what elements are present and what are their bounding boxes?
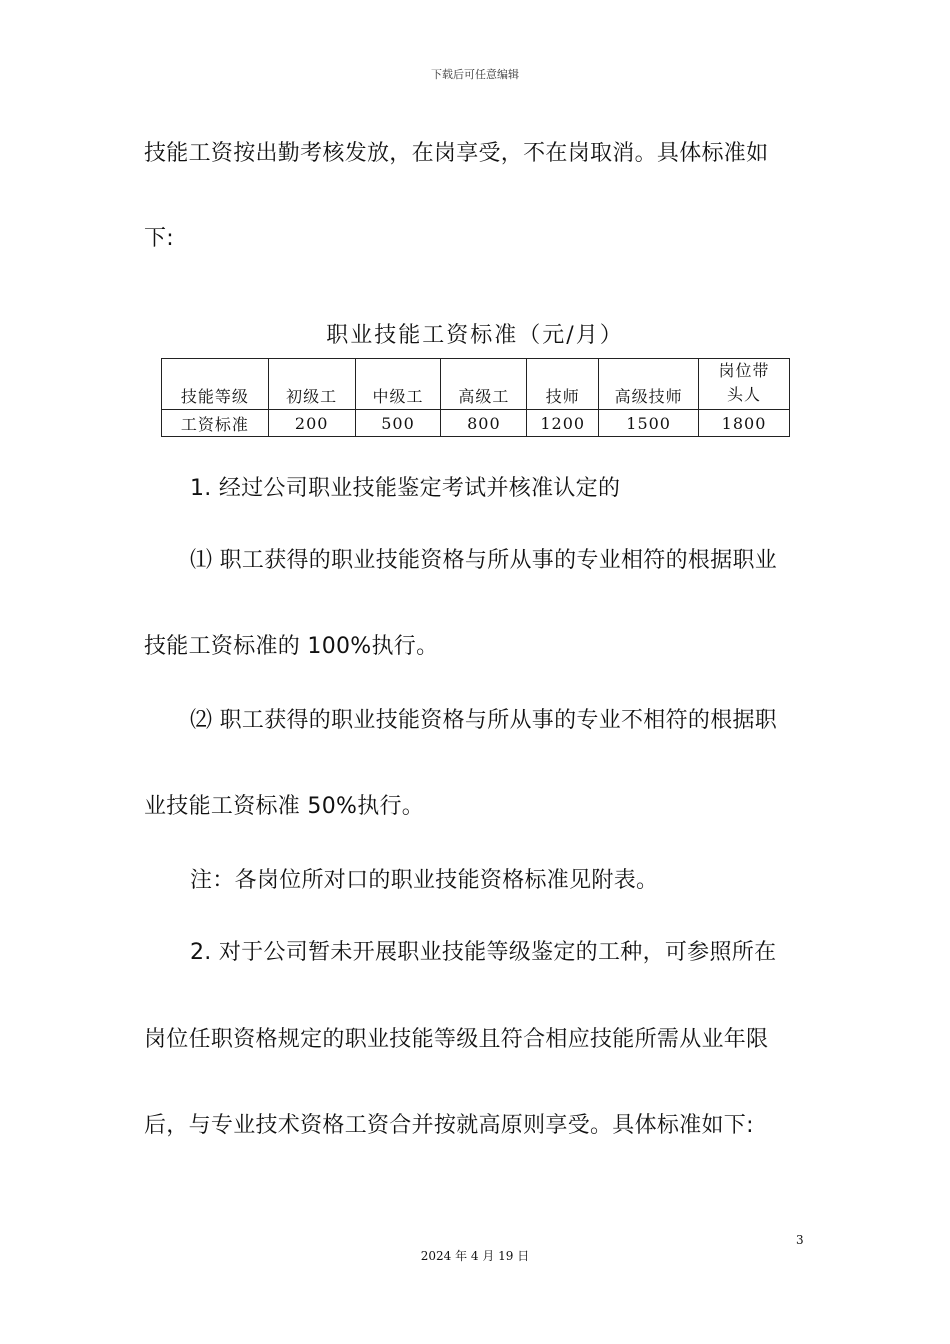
wage-cell: 200 <box>268 410 355 437</box>
wage-cell: 500 <box>355 410 441 437</box>
level-cell: 技师 <box>527 359 599 410</box>
paragraph-line: 后，与专业技术资格工资合并按就高原则享受。具体标准如下: <box>144 1113 754 1138</box>
table-header-row <box>162 359 790 410</box>
table-value-row <box>162 410 790 437</box>
numbered-item: 1. 经过公司职业技能鉴定考试并核准认定的 <box>190 476 621 501</box>
footer-date: 2024 年 4 月 19 日 <box>420 1249 530 1263</box>
sub-item-line: 技能工资标准的 100%执行。 <box>144 634 439 659</box>
sub-item-line: ⑵ 职工获得的职业技能资格与所从事的专业不相符的根据职 <box>190 708 778 733</box>
wage-standard-table <box>161 358 790 437</box>
level-cell: 岗位带头人 <box>699 359 790 410</box>
page-header: 下载后可任意编辑 <box>431 68 519 81</box>
wage-cell: 800 <box>441 410 527 437</box>
row-header-skill-level: 技能等级 <box>162 359 269 410</box>
wage-cell: 1500 <box>599 410 699 437</box>
level-cell: 高级工 <box>441 359 527 410</box>
level-cell: 中级工 <box>355 359 441 410</box>
wage-cell: 1800 <box>699 410 790 437</box>
numbered-item: 2. 对于公司暂未开展职业技能等级鉴定的工种，可参照所在 <box>190 940 777 965</box>
wage-cell: 1200 <box>527 410 599 437</box>
sub-item-line: ⑴ 职工获得的职业技能资格与所从事的专业相符的根据职业 <box>190 548 778 573</box>
sub-item-line: 业技能工资标准 50%执行。 <box>144 794 425 819</box>
table-title: 职业技能工资标准（元/月） <box>326 323 624 348</box>
note-line: 注：各岗位所对口的职业技能资格标准见附表。 <box>190 868 659 893</box>
paragraph-line: 下: <box>144 226 175 251</box>
paragraph-line: 岗位任职资格规定的职业技能等级且符合相应技能所需从业年限 <box>144 1027 769 1052</box>
paragraph-line: 技能工资按出勤考核发放，在岗享受，不在岗取消。具体标准如 <box>144 141 769 166</box>
row-header-wage-standard: 工资标准 <box>162 410 269 437</box>
page-number: 3 <box>796 1233 804 1247</box>
level-cell: 高级技师 <box>599 359 699 410</box>
level-cell: 初级工 <box>268 359 355 410</box>
